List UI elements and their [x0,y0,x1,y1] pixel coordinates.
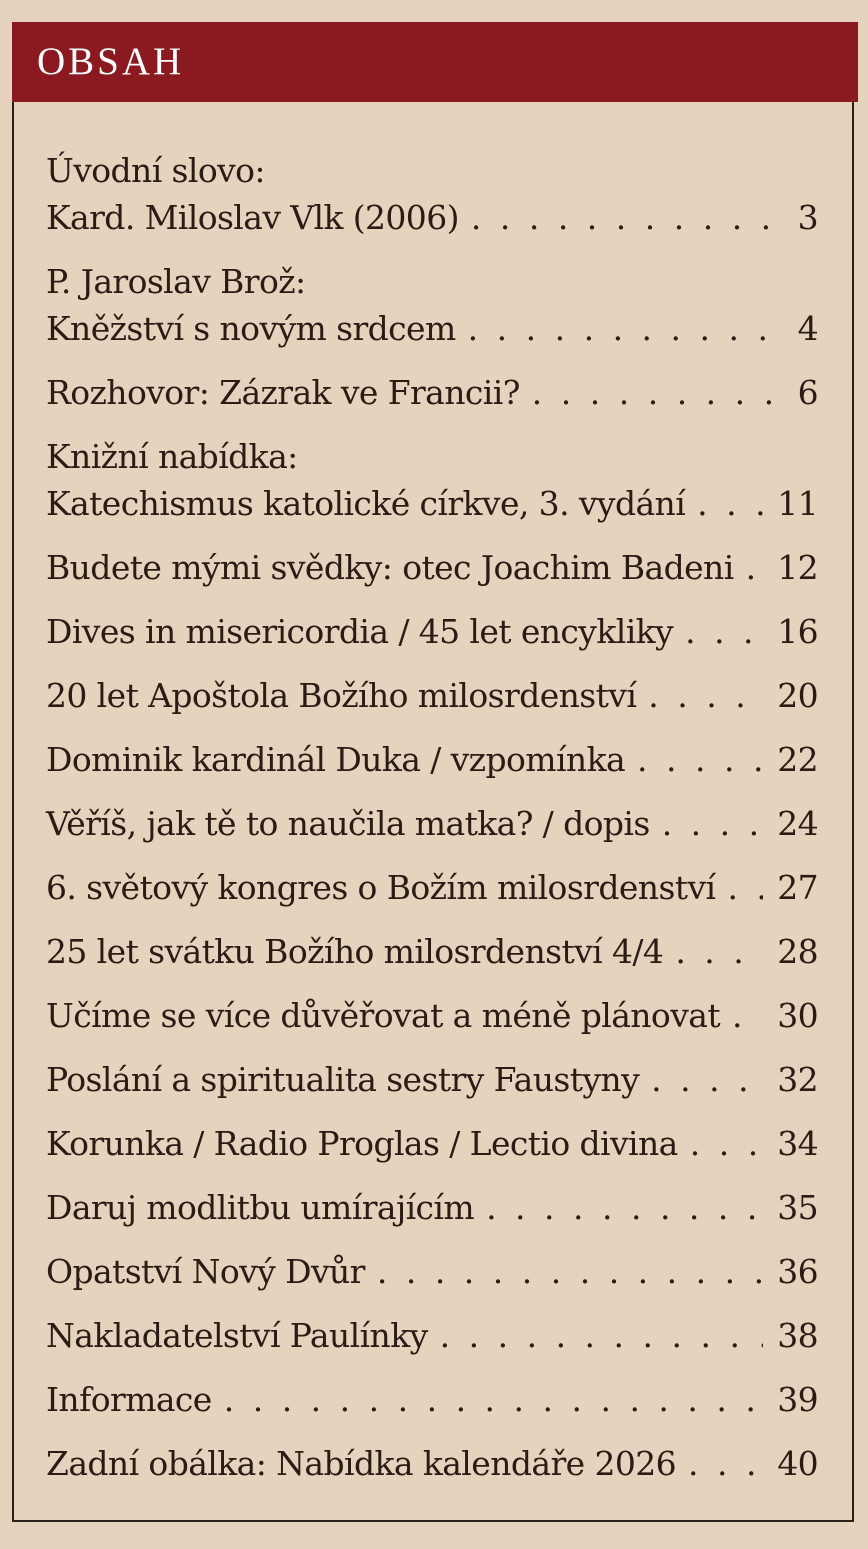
table-of-contents [46,147,818,1487]
toc-entry-title: Korunka / Radio Proglas / Lectio divina [46,1124,678,1163]
toc-entry-page-number: 35 [777,1188,818,1227]
toc-entry-title: Daruj modlitbu umírajícím [46,1188,475,1227]
toc-entry [46,544,818,591]
toc-entry-page-number: 16 [777,612,818,651]
toc-entry [46,1120,818,1167]
dot-leader [727,864,763,911]
toc-entry-title: Opatství Nový Dvůr [46,1252,365,1291]
dot-leader [377,1248,763,1295]
toc-entry-title: Zadní obálka: Nabídka kalendáře 2026 [46,1444,677,1483]
toc-entry-title: Budete mými svědky: otec Joachim Badeni [46,548,734,587]
toc-entry-title: Kněžství s novým srdcem [46,309,456,348]
toc-entry-line [46,194,818,241]
toc-entry-section-label: Úvodní slovo: [46,151,265,190]
toc-entry-line [46,672,818,719]
toc-entry-page-number: 40 [777,1444,818,1483]
toc-entry-title: Dives in misericordia / 45 let encykliky [46,612,674,651]
toc-entry-title: 25 let svátku Božího milosrdenství 4/4 [46,932,664,971]
toc-entry-page-number: 27 [777,868,818,907]
toc-entry-page-number: 4 [797,309,818,348]
toc-entry [46,1248,818,1295]
contents-panel [12,22,854,1522]
toc-entry-page-number: 30 [777,996,818,1035]
header-bar [12,22,858,102]
dot-leader [471,194,784,241]
toc-entry-page-number: 32 [777,1060,818,1099]
dot-leader [732,992,763,1039]
toc-entry [46,672,818,719]
dot-leader [440,1312,764,1359]
toc-entry [46,1056,818,1103]
toc-entry [46,1184,818,1231]
toc-entry-page-number: 36 [777,1252,818,1291]
dot-leader [675,928,763,975]
toc-entry-page-number: 3 [797,198,818,237]
toc-entry-title: Rozhovor: Zázrak ve Francii? [46,373,520,412]
toc-entry-page-number: 12 [777,548,818,587]
toc-entry-line [46,928,818,975]
toc-entry-line [46,1440,818,1487]
toc-entry-line [46,1056,818,1103]
dot-leader [532,369,784,416]
dot-leader [690,1120,763,1167]
toc-entry [46,258,818,352]
dot-leader [224,1376,763,1423]
toc-entry-title: Nakladatelství Paulínky [46,1316,428,1355]
toc-entry-title: Kard. Miloslav Vlk (2006) [46,198,459,237]
toc-entry-title: Informace [46,1380,212,1419]
toc-entry-page-number: 34 [777,1124,818,1163]
toc-entry-page-number: 28 [777,932,818,971]
toc-entry-page-number: 6 [797,373,818,412]
toc-entry-line [46,369,818,416]
contents-title: OBSAH [37,40,185,83]
toc-entry [46,433,818,527]
toc-entry [46,864,818,911]
toc-entry-line [46,1376,818,1423]
toc-entry-title: Katechismus katolické církve, 3. vydání [46,484,686,523]
toc-entry-page-number: 11 [777,484,818,523]
dot-leader [746,544,764,591]
toc-entry-title: Učíme se více důvěřovat a méně plánovat [46,996,720,1035]
toc-entry [46,1312,818,1359]
toc-entry-line [46,480,818,527]
dot-leader [697,480,763,527]
toc-entry-page-number: 39 [777,1380,818,1419]
dot-leader [468,305,784,352]
dot-leader [662,800,764,847]
toc-entry-section-label: Knižní nabídka: [46,437,298,476]
toc-entry-line [46,608,818,655]
toc-entry-title: 20 let Apoštola Božího milosrdenství [46,676,637,715]
toc-entry-title: Poslání a spiritualita sestry Faustyny [46,1060,640,1099]
toc-entry [46,928,818,975]
dot-leader [648,672,763,719]
toc-entry [46,1376,818,1423]
toc-entry-line [46,1184,818,1231]
toc-entry-title: 6. světový kongres o Božím milosrdenství [46,868,716,907]
toc-entry-line [46,544,818,591]
toc-entry-section-label: P. Jaroslav Brož: [46,262,306,301]
toc-entry [46,1440,818,1487]
toc-entry-line [46,992,818,1039]
dot-leader [688,1440,763,1487]
toc-entry-page-number: 38 [777,1316,818,1355]
toc-entry-line [46,1248,818,1295]
dot-leader [651,1056,763,1103]
toc-entry-page-number: 20 [777,676,818,715]
toc-entry-line [46,1120,818,1167]
toc-entry [46,736,818,783]
toc-entry [46,147,818,241]
dot-leader [486,1184,763,1231]
toc-entry-line [46,800,818,847]
toc-entry-line [46,736,818,783]
dot-leader [637,736,763,783]
toc-entry [46,369,818,416]
dot-leader [685,608,763,655]
toc-entry [46,992,818,1039]
toc-entry [46,608,818,655]
toc-entry-line [46,1312,818,1359]
toc-entry-title: Věříš, jak tě to naučila matka? / dopis [46,804,650,843]
toc-entry [46,800,818,847]
toc-entry-line [46,864,818,911]
toc-entry-title: Dominik kardinál Duka / vzpomínka [46,740,626,779]
toc-entry-page-number: 24 [777,804,818,843]
toc-entry-page-number: 22 [777,740,818,779]
toc-entry-line [46,305,818,352]
